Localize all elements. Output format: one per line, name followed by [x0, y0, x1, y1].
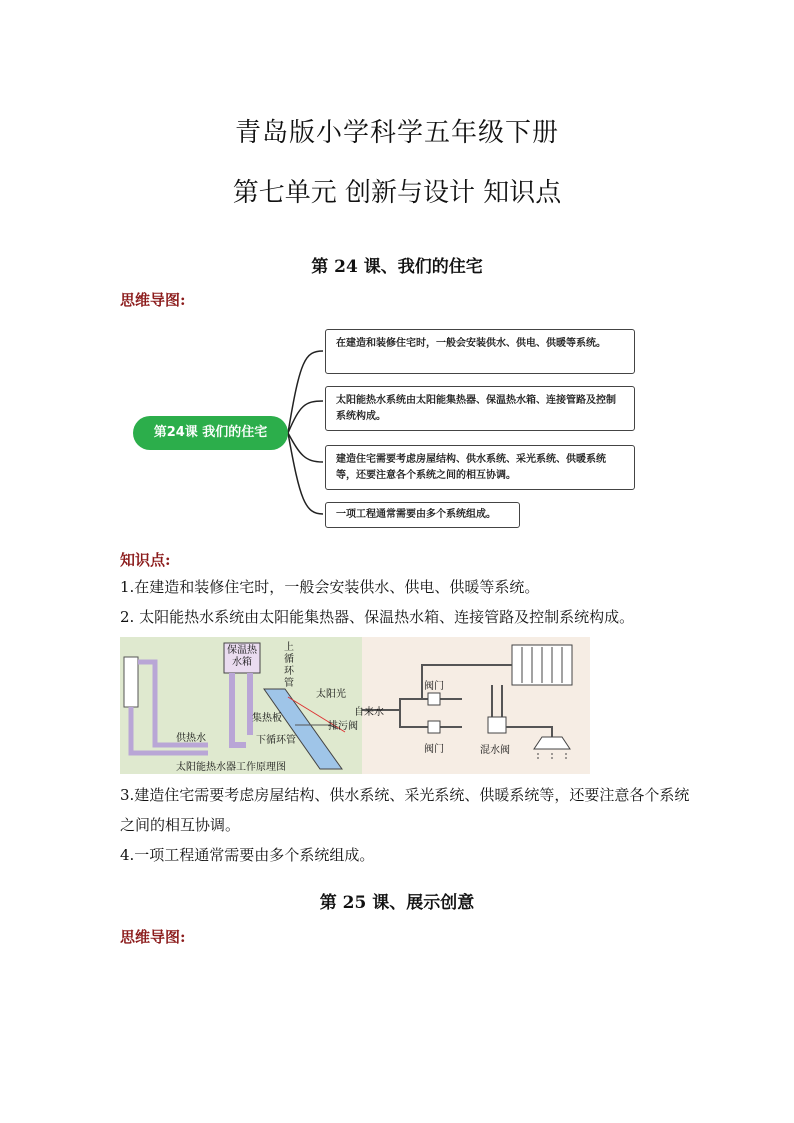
- knowledge-point-3: 3.建造住宅需要考虑房屋结构、供水系统、采光系统、供暖系统等，还要注意各个系统之间的相互协调。: [120, 786, 690, 834]
- document-title: 青岛版小学科学五年级下册: [234, 118, 559, 148]
- diagram-mixing-valve-label: 混水阀: [480, 745, 510, 756]
- document-subtitle: 第七单元 创新与设计 知识点: [232, 178, 562, 208]
- mindmap-root: 第24课 我们的住宅: [133, 416, 288, 450]
- diagram-sunlight-label: 太阳光: [316, 689, 346, 700]
- diagram-collector-label: 集热板: [252, 713, 282, 724]
- lesson-25-heading: 第 25 课、展示创意: [319, 893, 475, 913]
- mindmap-branch-4: 一项工程通常需要由多个系统组成。: [325, 502, 520, 528]
- knowledge-label: 知识点:: [120, 551, 171, 569]
- mindmap-branch-3: 建造住宅需要考虑房屋结构、供水系统、采光系统、供暖系统等，还要注意各个系统之间的相互协调。: [325, 445, 635, 490]
- diagram-cold-water-label: 自来水: [354, 707, 384, 718]
- diagram-valve-top-label: 阀门: [424, 681, 444, 692]
- diagram-upper-pipe-label: 上循环管: [284, 642, 294, 689]
- diagram-hot-supply-label: 供热水: [176, 733, 206, 744]
- knowledge-point-4: 4.一项工程通常需要由多个系统组成。: [120, 846, 375, 864]
- mindmap-label-24: 思维导图:: [120, 291, 186, 309]
- diagram-valve-bottom-label: 阀门: [424, 744, 444, 755]
- mindmap-label-25: 思维导图:: [120, 928, 186, 946]
- knowledge-point-1: 1.在建造和装修住宅时，一般会安装供水、供电、供暖等系统。: [120, 578, 540, 596]
- mindmap-branch-1: 在建造和装修住宅时，一般会安装供水、供电、供暖等系统。: [325, 329, 635, 374]
- solar-water-heater-diagram: [120, 637, 590, 774]
- diagram-plumbing: [354, 637, 590, 774]
- mindmap-branch-2: 太阳能热水系统由太阳能集热器、保温热水箱、连接管路及控制系统构成。: [325, 386, 635, 431]
- diagram-tank-label: 保温热水箱: [227, 645, 257, 668]
- diagram-caption: 太阳能热水器工作原理图: [176, 762, 286, 773]
- knowledge-point-2: 2. 太阳能热水系统由太阳能集热器、保温热水箱、连接管路及控制系统构成。: [120, 608, 635, 626]
- lesson-24-heading: 第 24 课、我们的住宅: [311, 257, 483, 277]
- diagram-lower-pipe-label: 下循环管: [256, 735, 296, 746]
- diagram-drain-valve-label: 排污阀: [328, 721, 358, 732]
